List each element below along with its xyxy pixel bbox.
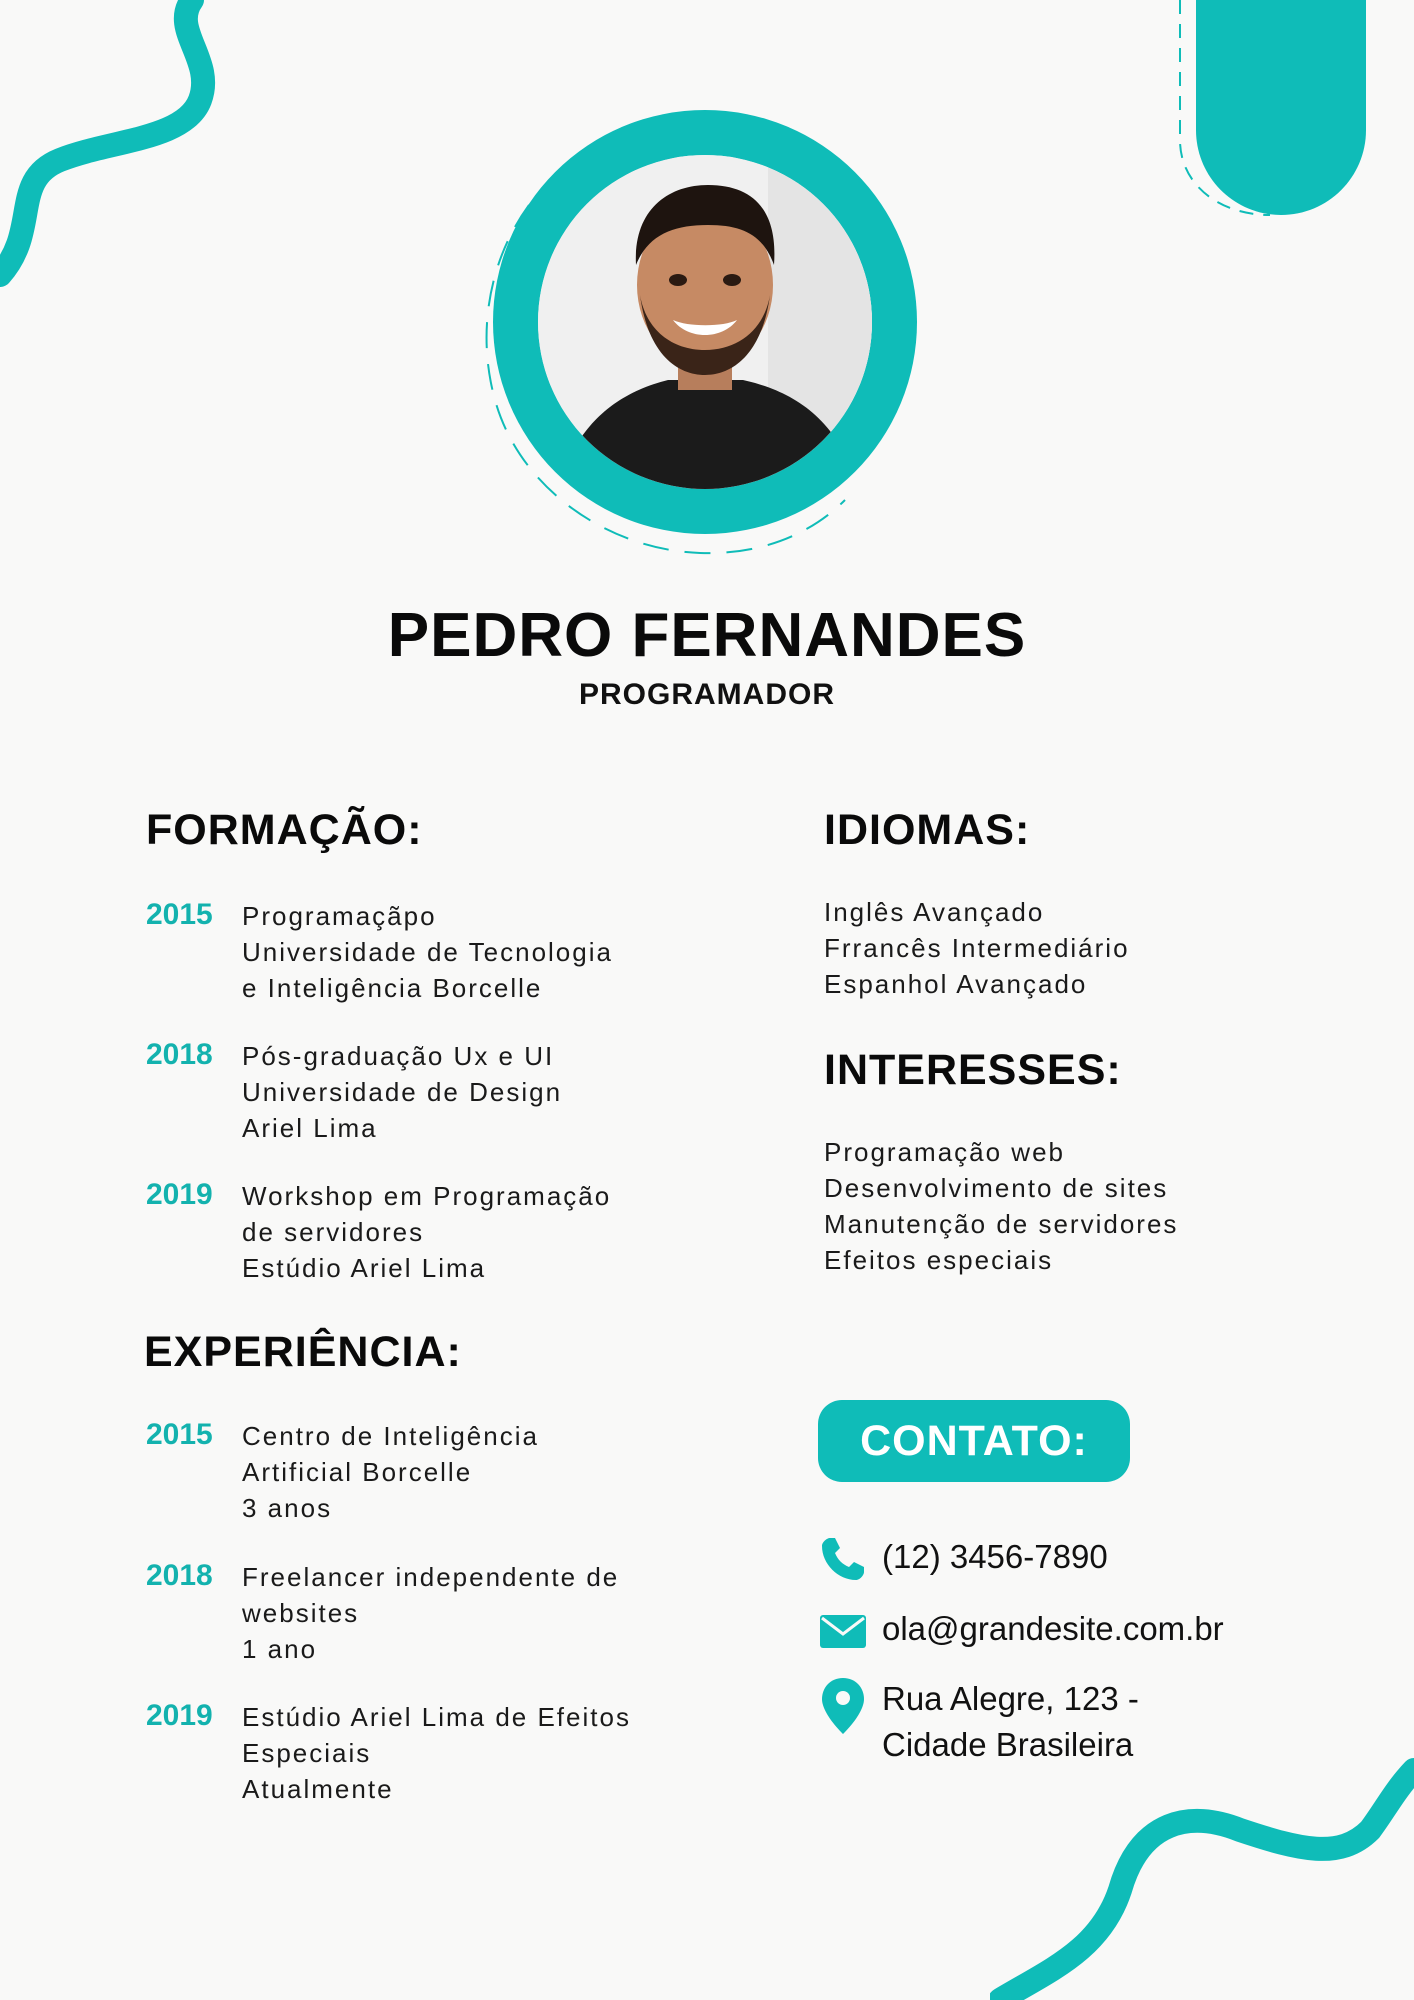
- contato-title: CONTATO:: [818, 1400, 1130, 1482]
- entry-line: Pós-graduação Ux e UI: [242, 1041, 555, 1071]
- entry-details: [242, 1559, 619, 1667]
- entry-year: 2018: [146, 1038, 213, 1071]
- entry-line: de servidores: [242, 1217, 425, 1247]
- phone-icon: [818, 1534, 868, 1584]
- person-role: PROGRAMADOR: [579, 678, 835, 711]
- interesses-title: INTERESSES:: [824, 1046, 1122, 1094]
- entry-line: Programaçãpo: [242, 901, 437, 931]
- entry-year: 2019: [146, 1699, 213, 1732]
- profile-photo-frame: [460, 110, 920, 570]
- address-line: Cidade Brasileira: [882, 1726, 1134, 1763]
- pill-decoration-top-right: [1160, 0, 1414, 230]
- address-text: [882, 1676, 1139, 1768]
- idiomas-list: [824, 894, 1130, 1002]
- entry-details: [242, 898, 613, 1006]
- phone-text: (12) 3456-7890: [882, 1538, 1108, 1575]
- idiomas-title: IDIOMAS:: [824, 806, 1031, 854]
- entry-line: Atualmente: [242, 1774, 394, 1804]
- email-text: ola@grandesite.com.br: [882, 1610, 1224, 1647]
- entry-line: Artificial Borcelle: [242, 1457, 473, 1487]
- entry-details: [242, 1038, 562, 1146]
- entry-line: Estúdio Ariel Lima: [242, 1253, 487, 1283]
- entry-line: e Inteligência Borcelle: [242, 973, 543, 1003]
- entry-line: Estúdio Ariel Lima de Efeitos: [242, 1702, 631, 1732]
- entry-line: Universidade de Tecnologia: [242, 937, 613, 967]
- entry-line: websites: [242, 1598, 360, 1628]
- entry-year: 2018: [146, 1559, 213, 1592]
- list-item: Frrancês Intermediário: [824, 933, 1130, 963]
- profile-photo: [538, 155, 872, 489]
- entry-year: 2015: [146, 1418, 213, 1451]
- contact-address: [818, 1676, 1139, 1768]
- entry-details: [242, 1699, 631, 1807]
- wave-decoration-bottom-right: [990, 1750, 1414, 2000]
- map-pin-icon: [818, 1676, 868, 1736]
- entry-year: 2015: [146, 898, 213, 931]
- person-portrait-image: [538, 155, 872, 489]
- person-name: PEDRO FERNANDES: [387, 601, 1027, 670]
- entry-line: Especiais: [242, 1738, 372, 1768]
- entry-line: Ariel Lima: [242, 1113, 378, 1143]
- entry-line: Workshop em Programação: [242, 1181, 612, 1211]
- entry-line: Freelancer independente de: [242, 1562, 620, 1592]
- entry-details: [242, 1418, 539, 1526]
- entry-line: 3 anos: [242, 1493, 333, 1523]
- entry-line: 1 ano: [242, 1634, 318, 1664]
- entry-line: Centro de Inteligência: [242, 1421, 539, 1451]
- formacao-title: FORMAÇÃO:: [146, 806, 423, 854]
- entry-line: Universidade de Design: [242, 1077, 563, 1107]
- list-item: Programação web: [824, 1137, 1065, 1167]
- list-item: Desenvolvimento de sites: [824, 1173, 1169, 1203]
- list-item: Manutenção de servidores: [824, 1209, 1179, 1239]
- list-item: Efeitos especiais: [824, 1245, 1054, 1275]
- envelope-icon: [818, 1606, 868, 1656]
- experiencia-title: EXPERIÊNCIA:: [144, 1328, 462, 1376]
- wave-decoration-top-left: [0, 0, 240, 300]
- list-item: Inglês Avançado: [824, 897, 1045, 927]
- interesses-list: [824, 1134, 1178, 1278]
- entry-details: [242, 1178, 611, 1286]
- contact-phone: [818, 1534, 1108, 1584]
- address-line: Rua Alegre, 123 -: [882, 1680, 1139, 1717]
- contact-email: [818, 1606, 1224, 1656]
- list-item: Espanhol Avançado: [824, 969, 1088, 999]
- entry-year: 2019: [146, 1178, 213, 1211]
